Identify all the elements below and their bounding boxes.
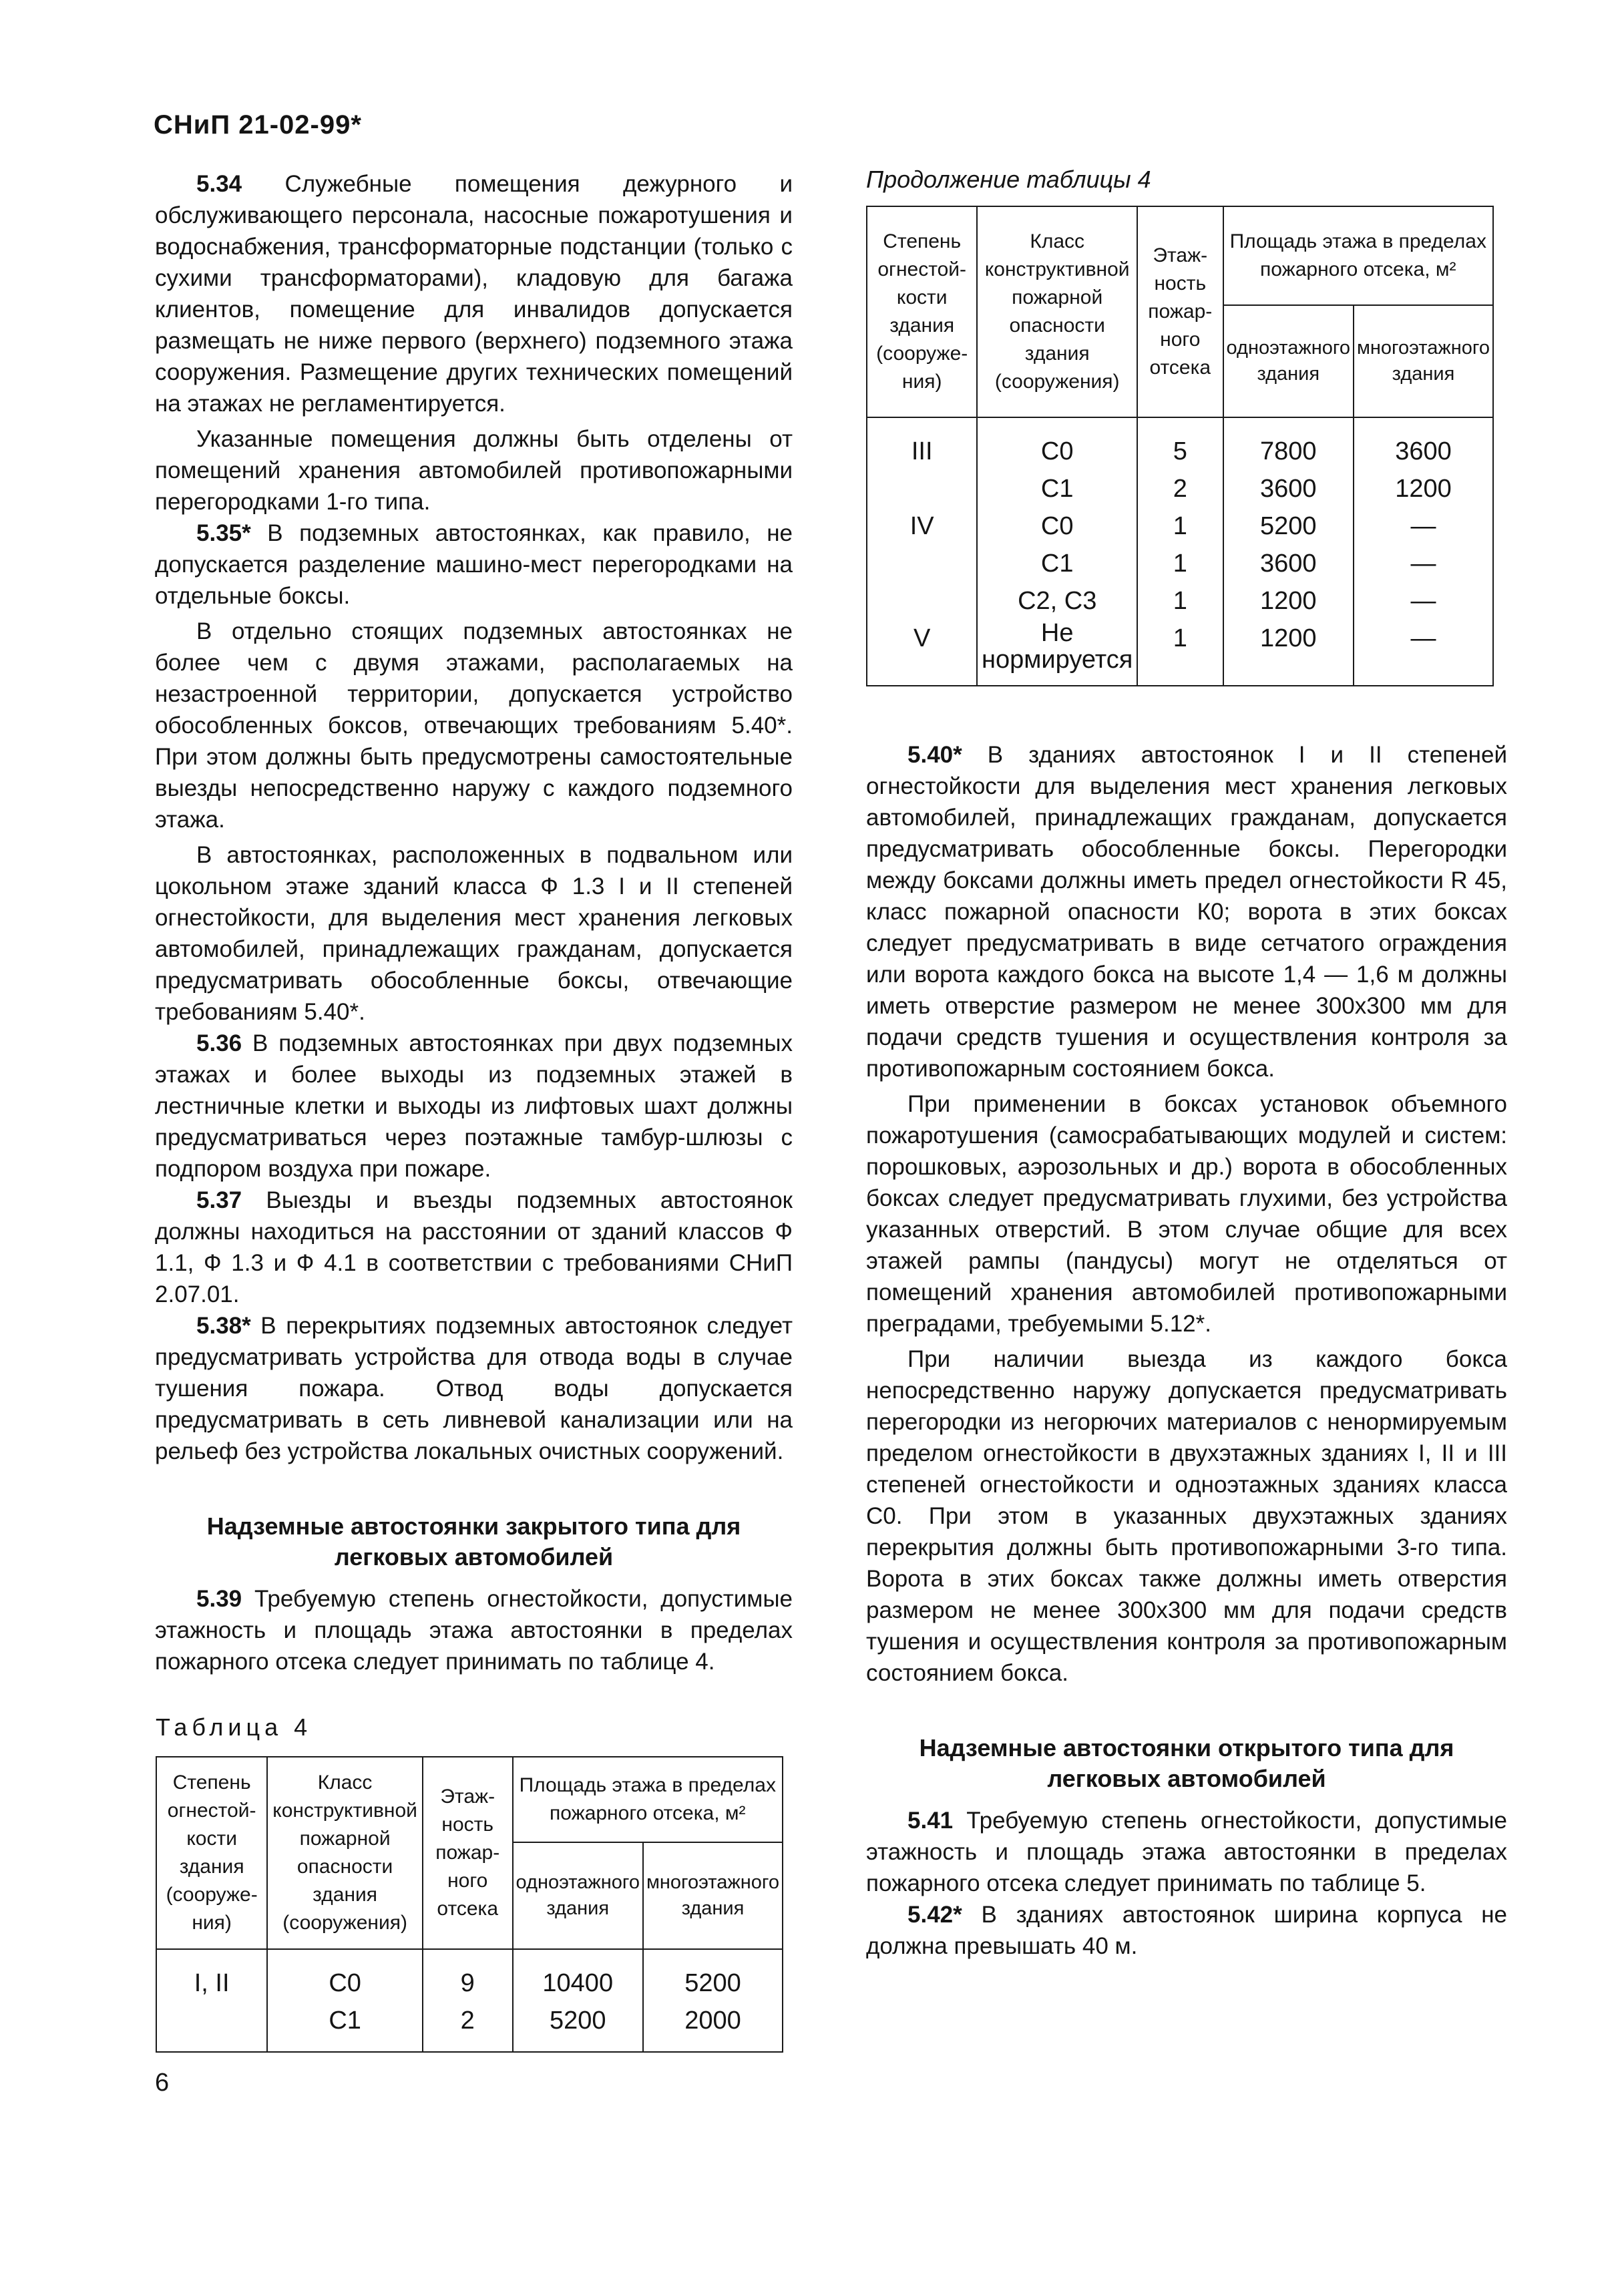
clause-number: 5.38* xyxy=(196,1313,251,1339)
value: 5200 xyxy=(684,1969,741,1997)
paragraph-5-41 xyxy=(866,1805,1507,1899)
table-continuation-caption: Продолжение таблицы 4 xyxy=(866,166,1151,193)
right-column xyxy=(866,739,1507,1962)
section-heading-open-parking: Надземные автостоянки открытого типа для легковых автомобилей xyxy=(919,1734,1454,1792)
paragraph-5-42 xyxy=(866,1899,1507,1962)
header-floor-area: Площадь этажа в пределах пожарного отсека, м² xyxy=(1223,206,1493,305)
value: — xyxy=(1410,624,1436,652)
value: I, II xyxy=(194,1969,230,1997)
clause-text: Требуемую степень огнестойкости, допустимые этажность и площадь этажа автостоянки в пределах пожарного отсека следует принимать по таблице 5. xyxy=(866,1808,1507,1896)
cell-single-area xyxy=(1223,417,1354,686)
value: 5 xyxy=(1173,437,1187,465)
clause-number: 5.39 xyxy=(196,1586,242,1612)
value: 1200 xyxy=(1395,475,1452,503)
cell-degree xyxy=(867,417,977,686)
value: 1 xyxy=(1173,624,1187,652)
value: С1 xyxy=(1040,550,1074,578)
clause-number: 5.40* xyxy=(907,742,962,768)
paragraph-5-35-cont-2: В автостоянках, расположенных в подвальном или цокольном этаже зданий класса Ф 1.3 I и II степеней огнестойкости, для выделения мест хранения легковых автомобилей, принадлежащих гражданам, допускается предусматривать обособленные боксы, отвечающие требованиям 5.40*. xyxy=(155,842,793,1025)
value: С0 xyxy=(1040,437,1074,465)
paragraph-5-38 xyxy=(155,1310,793,1467)
table-4-continuation xyxy=(866,206,1494,686)
header-single-storey: одноэтажного здания xyxy=(513,1842,643,1949)
value: 9 xyxy=(460,1969,475,1997)
header-fire-resistance-degree: Степень огнестой-кости здания (сооруже-ния) xyxy=(156,1757,267,1949)
header-construction-class: Класс конструктивной пожарной опасности здания (сооружения) xyxy=(977,206,1137,417)
value: 1 xyxy=(1173,587,1187,615)
value: 1200 xyxy=(1259,587,1317,615)
cell-degree xyxy=(156,1949,267,2052)
paragraph-5-36 xyxy=(155,1028,793,1185)
clause-text: В подземных автостоянках, как правило, не допускается разделение машино-мест перегородками на отдельные боксы. xyxy=(155,520,793,609)
paragraph-5-40 xyxy=(866,739,1507,1084)
clause-number: 5.36 xyxy=(196,1030,242,1056)
table-4 xyxy=(156,1756,783,2053)
value: 2 xyxy=(460,2007,475,2035)
clause-text: В зданиях автостоянок I и II степеней огнестойкости для выделения мест хранения легковых автомобилей, принадлежащих гражданам, допускается предусматривать обособленные боксы. Перегородки между боксами должны иметь предел огнестойкости R 45, класс пожарной опасности К0; ворота в этих боксах следует предусматривать в виде сетчатого ограждения или ворота каждого бокса на высоте 1,4 — 1,6 м должны иметь отверстие размером не менее 300х300 мм для подачи средств тушения и осуществления контроля за противопожарным состоянием бокса. xyxy=(866,742,1507,1082)
clause-number: 5.37 xyxy=(196,1187,242,1213)
value xyxy=(160,2002,264,2039)
clause-number: 5.41 xyxy=(907,1808,954,1834)
cell-class xyxy=(977,417,1137,686)
cell-class xyxy=(267,1949,423,2052)
value: 10400 xyxy=(542,1969,614,1997)
page-number: 6 xyxy=(155,2069,170,2097)
value: С0 xyxy=(329,1969,361,1997)
value: V xyxy=(914,624,931,652)
header-multi-storey: многоэтажного здания xyxy=(1354,305,1493,417)
clause-text: В подземных автостоянках при двух подземных этажах и более выходы из подземных этажей в лестничные клетки и выходы из лифтовых шахт должны предусматриваться через поэтажные тамбур-шлюзы с подпором воздуха при пожаре. xyxy=(155,1030,793,1182)
value: 7800 xyxy=(1259,437,1317,465)
paragraph-5-35 xyxy=(155,517,793,612)
clause-text: Требуемую степень огнестойкости, допустимые этажность и площадь этажа автостоянки в пределах пожарного отсека следует принимать по таблице 4. xyxy=(155,1586,793,1675)
value: С1 xyxy=(329,2007,361,2035)
clause-number: 5.35* xyxy=(196,520,251,546)
value: 2 xyxy=(1173,475,1187,503)
value: С2, С3 xyxy=(1018,587,1097,615)
value: Не нормируется xyxy=(982,619,1133,674)
header-construction-class: Класс конструктивной пожарной опасности здания (сооружения) xyxy=(267,1757,423,1949)
value: С1 xyxy=(1040,475,1074,503)
cell-multi-area xyxy=(1354,417,1493,686)
value: — xyxy=(1410,512,1436,540)
value: 5200 xyxy=(549,2007,606,2035)
cell-floors xyxy=(1137,417,1223,686)
value: 3600 xyxy=(1259,475,1317,503)
value: 1 xyxy=(1173,512,1187,540)
value: 1200 xyxy=(1259,624,1317,652)
value: IV xyxy=(909,512,934,540)
cell-single-area xyxy=(513,1949,643,2052)
clause-text: В перекрытиях подземных автостоянок следует предусматривать устройства для отвода воды в случае тушения пожара. Отвод воды допускается предусматривать в сеть ливневой канализации или на рельеф без устройства локальных очистных сооружений. xyxy=(155,1313,793,1464)
clause-text: Выезды и въезды подземных автостоянок должны находиться на расстоянии от зданий классов Ф 1.1, Ф 1.3 и Ф 4.1 в соответствии с требованиями СНиП 2.07.01. xyxy=(155,1187,793,1307)
clause-number: 5.42* xyxy=(907,1902,962,1928)
paragraph-5-39 xyxy=(155,1583,793,1677)
document-code-header: СНиП 21-02-99* xyxy=(154,110,362,140)
section-heading-closed-parking: Надземные автостоянки закрытого типа для легковых автомобилей xyxy=(206,1512,741,1571)
header-single-storey: одноэтажного здания xyxy=(1223,305,1354,417)
header-floor-area: Площадь этажа в пределах пожарного отсека, м² xyxy=(513,1757,783,1842)
value: 3600 xyxy=(1259,550,1317,578)
paragraph-5-34-cont: Указанные помещения должны быть отделены от помещений хранения автомобилей противопожарными перегородками 1-го типа. xyxy=(155,426,793,515)
paragraph-5-40-cont-1: При применении в боксах установок объемного пожаротушения (самосрабатывающих модулей и систем: порошковых, аэрозольных и др.) ворота в обособленных боксах следует предусматривать глухими, без устройства указанных отверстий. В этом случае общие для всех этажей рампы (пандусы) могут не отделяться от помещений хранения автомобилей противопожарными преградами, требуемыми 5.12*. xyxy=(866,1091,1507,1337)
header-floor-count: Этаж-ность пожар-ного отсека xyxy=(1137,206,1223,417)
value: — xyxy=(1410,587,1436,615)
paragraph-5-35-cont-1: В отдельно стоящих подземных автостоянках не более чем с двумя этажами, располагаемых на незастроенной территории, допускается устройство обособленных боксов, отвечающих требованиям 5.40*. При этом должны быть предусмотрены самостоятельные выезды непосредственно наружу с каждого подземного этажа. xyxy=(155,618,793,833)
paragraph-5-40-cont-2: При наличии выезда из каждого бокса непосредственно наружу допускается предусматривать перегородки из негорючих материалов с ненормируемым пределом огнестойкости в двухэтажных зданиях I, II и III степеней огнестойкости и одноэтажных зданиях класса С0. При этом в указанных двухэтажных зданиях перекрытия должны быть противопожарными 3-го типа. Ворота в этих боксах также должны иметь отверстия размером не менее 300х300 мм для подачи средств тушения и осуществления контроля за противопожарным состоянием бокса. xyxy=(866,1346,1507,1686)
paragraph-5-37 xyxy=(155,1185,793,1310)
value: 2000 xyxy=(684,2007,741,2035)
value xyxy=(870,582,974,620)
value: 1 xyxy=(1173,550,1187,578)
header-fire-resistance-degree: Степень огнестой-кости здания (сооруже-ния) xyxy=(867,206,977,417)
value: С0 xyxy=(1040,512,1074,540)
value: — xyxy=(1410,550,1436,578)
clause-text: Служебные помещения дежурного и обслуживающего персонала, насосные пожаротушения и водоснабжения, трансформаторные подстанции (только с сухими трансформаторами), кладовую для багажа клиентов, помещение для инвалидов допускается размещать не ниже первого (верхнего) подземного этажа сооружения. Размещение других технических помещений на этажах не регламентируется. xyxy=(155,171,793,417)
table-caption: Таблица 4 xyxy=(156,1713,313,1741)
value xyxy=(870,470,974,507)
paragraph-5-34 xyxy=(155,168,793,419)
cell-floors xyxy=(423,1949,513,2052)
value: 5200 xyxy=(1259,512,1317,540)
header-floor-count: Этаж-ность пожар-ного отсека xyxy=(423,1757,513,1949)
value xyxy=(870,545,974,582)
value: 3600 xyxy=(1395,437,1452,465)
header-multi-storey: многоэтажного здания xyxy=(643,1842,783,1949)
left-column xyxy=(155,168,793,1677)
clause-number: 5.34 xyxy=(196,171,242,197)
clause-text: В зданиях автостоянок ширина корпуса не должна превышать 40 м. xyxy=(866,1902,1507,1959)
cell-multi-area xyxy=(643,1949,783,2052)
value: III xyxy=(911,437,933,465)
